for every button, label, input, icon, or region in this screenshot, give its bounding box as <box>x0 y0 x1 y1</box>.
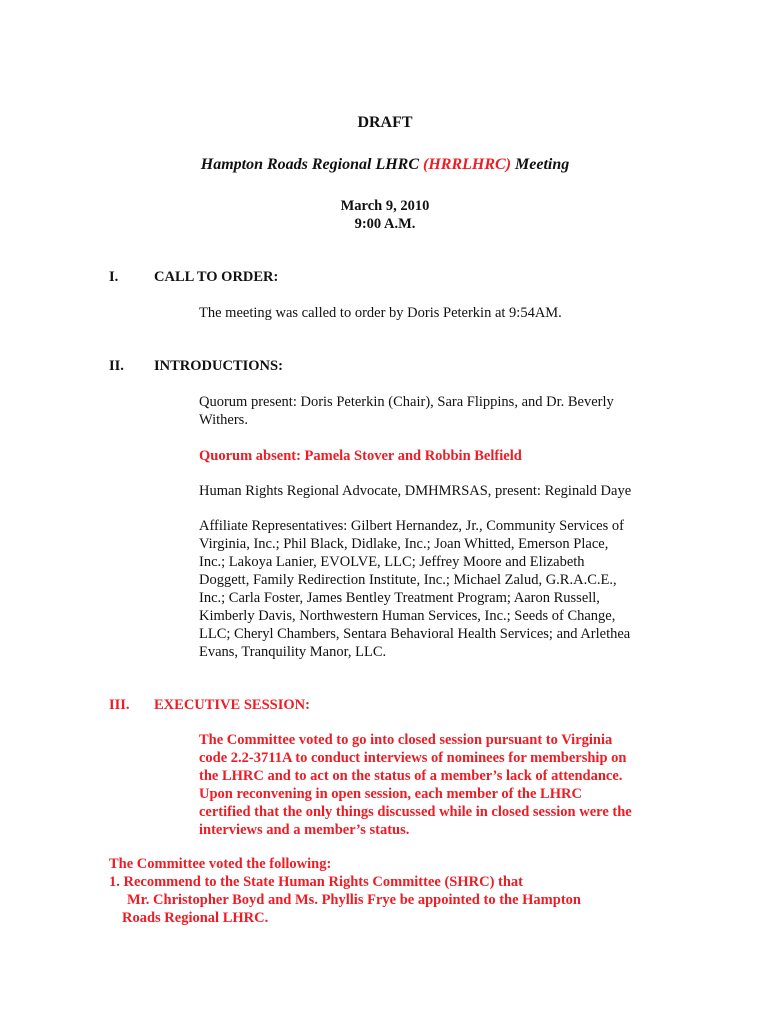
meeting-title-acronym: (HRRLHRC) <box>423 156 512 173</box>
affiliate-line: Doggett, Family Redirection Institute, Inc.; Michael Zalud, G.R.A.C.E., <box>199 572 617 588</box>
meeting-title-part1: Hampton Roads Regional LHRC <box>200 156 424 173</box>
meeting-date: March 9, 2010 <box>340 198 430 214</box>
executive-session-line: certified that the only things discussed while in closed session were the <box>199 804 632 820</box>
draft-label: DRAFT <box>357 114 413 131</box>
executive-session-line: The Committee voted to go into closed session pursuant to Virginia <box>199 732 613 748</box>
quorum-absent: Quorum absent: Pamela Stover and Robbin Belfield <box>199 448 522 464</box>
affiliate-line: Evans, Tranquility Manor, LLC. <box>199 644 387 660</box>
affiliate-line: Virginia, Inc.; Phil Black, Didlake, Inc.; Joan Whitted, Emerson Place, <box>199 536 609 552</box>
section-1-number: I. <box>109 269 119 285</box>
call-to-order-text: The meeting was called to order by Doris Peterkin at 9:54AM. <box>199 305 562 321</box>
affiliate-line: Kimberly Davis, Northwestern Human Services, Inc.; Seeds of Change, <box>199 608 616 624</box>
affiliate-representatives <box>199 517 659 661</box>
section-3-heading: EXECUTIVE SESSION: <box>154 697 310 713</box>
meeting-title-part2: Meeting <box>511 156 570 173</box>
meeting-title <box>0 156 770 174</box>
votes-intro: The Committee voted the following: <box>109 856 332 872</box>
vote-item-1-line2: Mr. Christopher Boyd and Ms. Phyllis Frye be appointed to the Hampton <box>127 892 581 908</box>
quorum-present-line: Withers. <box>199 412 248 428</box>
executive-session-text <box>199 731 659 839</box>
section-3-number: III. <box>109 697 130 713</box>
meeting-time: 9:00 A.M. <box>354 216 416 232</box>
section-1-heading: CALL TO ORDER: <box>154 269 279 285</box>
affiliate-line: LLC; Cheryl Chambers, Sentara Behavioral Health Services; and Arlethea <box>199 626 631 642</box>
regional-advocate: Human Rights Regional Advocate, DMHMRSAS, present: Reginald Daye <box>199 483 632 499</box>
affiliate-line: Inc.; Carla Foster, James Bentley Treatment Program; Aaron Russell, <box>199 590 600 606</box>
section-2-number: II. <box>109 358 124 374</box>
executive-session-line: Upon reconvening in open session, each member of the LHRC <box>199 786 582 802</box>
executive-session-line: the LHRC and to act on the status of a member’s lack of attendance. <box>199 768 623 784</box>
vote-item-1-line3: Roads Regional LHRC. <box>122 910 269 926</box>
vote-item-1-line1: 1. Recommend to the State Human Rights Committee (SHRC) that <box>109 874 524 890</box>
executive-session-line: interviews and a member’s status. <box>199 822 410 838</box>
quorum-present <box>199 393 659 429</box>
executive-session-line: code 2.2-3711A to conduct interviews of nominees for membership on <box>199 750 627 766</box>
affiliate-line: Inc.; Lakoya Lanier, EVOLVE, LLC; Jeffrey Moore and Elizabeth <box>199 554 585 570</box>
affiliate-line: Affiliate Representatives: Gilbert Hernandez, Jr., Community Services of <box>199 518 624 534</box>
section-2-heading: INTRODUCTIONS: <box>154 358 283 374</box>
quorum-present-line: Quorum present: Doris Peterkin (Chair), Sara Flippins, and Dr. Beverly <box>199 394 614 410</box>
